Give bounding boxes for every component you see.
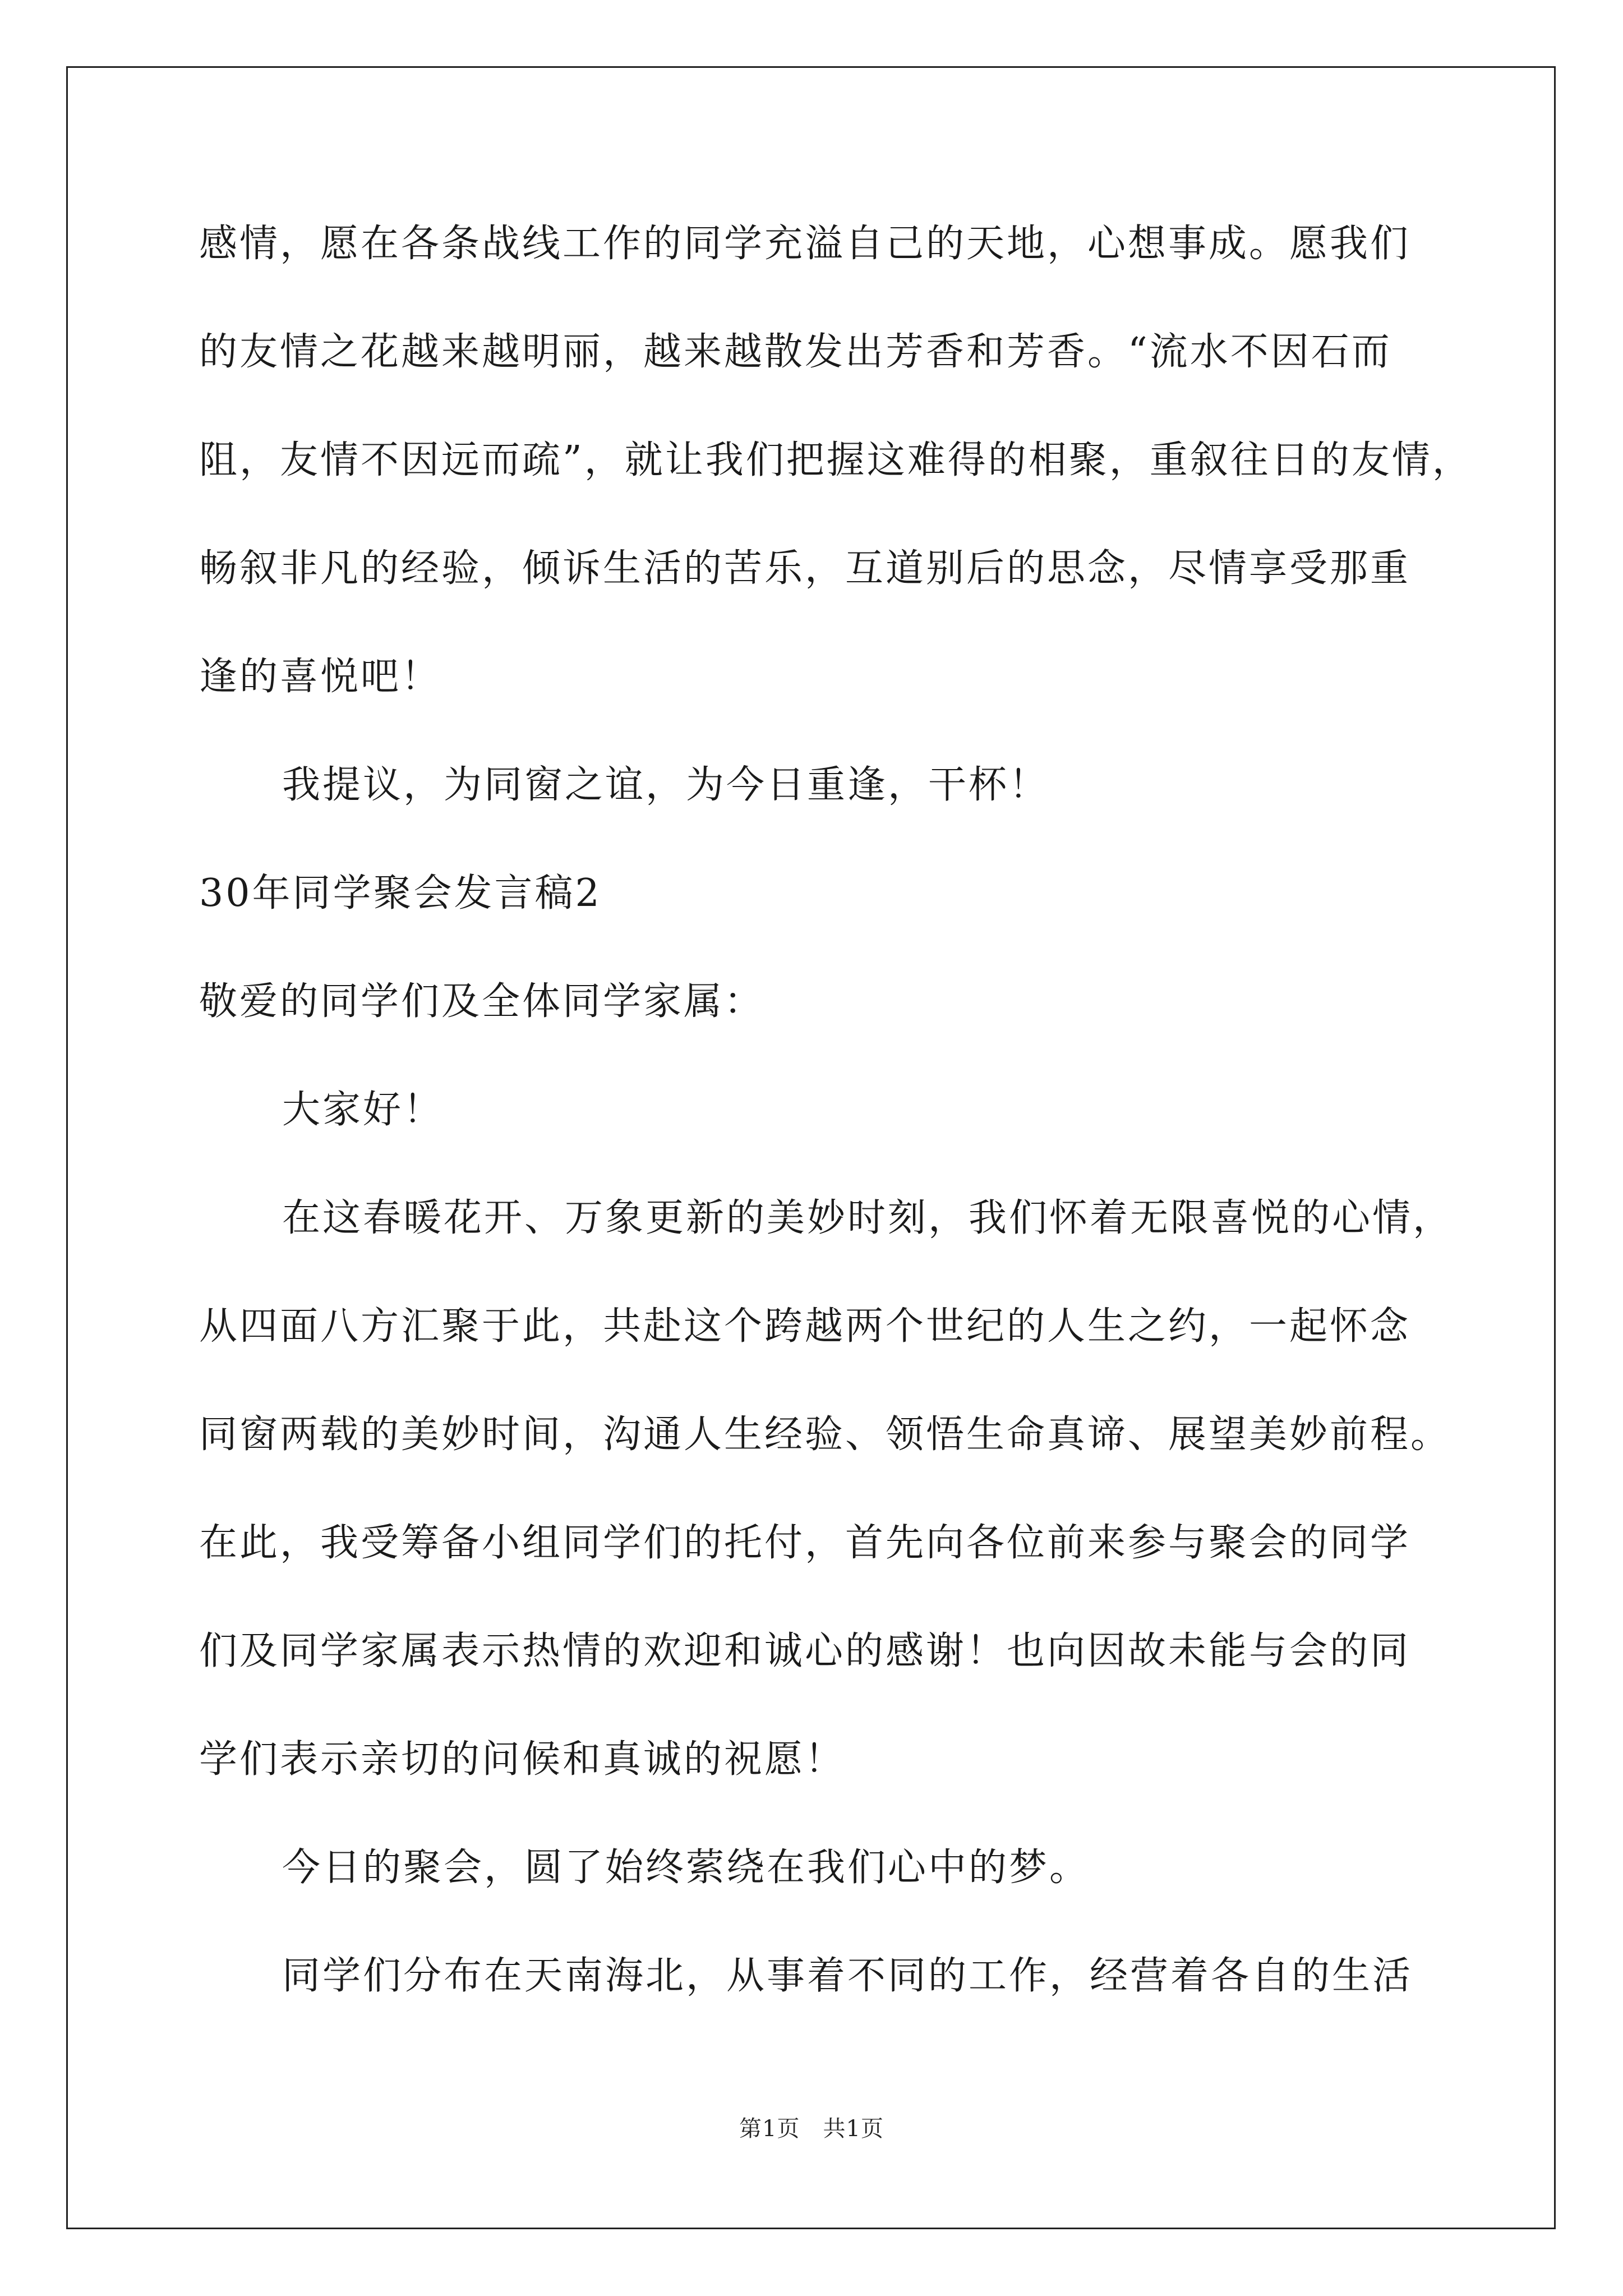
page-number: 第1页 共1页	[739, 2116, 884, 2142]
greeting: 大家好！	[282, 1088, 444, 1132]
text-line: 学们表示亲切的问候和真诚的祝愿！	[199, 1737, 846, 1782]
text-line: 从四面八方汇聚于此，共赴这个跨越两个世纪的人生之约，一起怀念	[199, 1304, 1411, 1349]
page-border	[66, 66, 1556, 2229]
text-line: 在此，我受筹备小组同学们的托付，首先向各位前来参与聚会的同学	[199, 1521, 1411, 1565]
text-line: 阻，友情不因远而疏”，就让我们把握这难得的相聚，重叙往日的友情，	[199, 438, 1473, 482]
text-line: 今日的聚会，圆了始终萦绕在我们心中的梦。	[282, 1846, 1090, 1890]
salutation: 敬爱的同学们及全体同学家属：	[199, 979, 765, 1024]
text-line: 的友情之花越来越明丽，越来越散发出芳香和芳香。“流水不因石而	[199, 330, 1392, 374]
text-line: 们及同学家属表示热情的欢迎和诚心的感谢！也向因故未能与会的同	[199, 1629, 1411, 1673]
text-line: 在这春暖花开、万象更新的美妙时刻，我们怀着无限喜悦的心情，	[282, 1196, 1454, 1240]
text-line: 畅叙非凡的经验，倾诉生活的苦乐，互道别后的思念，尽情享受那重	[199, 546, 1411, 591]
section-heading: 30年同学聚会发言稿2	[199, 871, 602, 915]
text-line: 逢的喜悦吧！	[199, 655, 442, 699]
text-line: 同学们分布在天南海北，从事着不同的工作，经营着各自的生活	[282, 1954, 1413, 1998]
text-line: 同窗两载的美妙时间，沟通人生经验、领悟生命真谛、展望美妙前程。	[199, 1412, 1451, 1457]
text-line: 感情，愿在各条战线工作的同学充溢自己的天地，心想事成。愿我们	[199, 222, 1411, 266]
text-line: 我提议，为同窗之谊，为今日重逢，干杯！	[282, 763, 1050, 807]
